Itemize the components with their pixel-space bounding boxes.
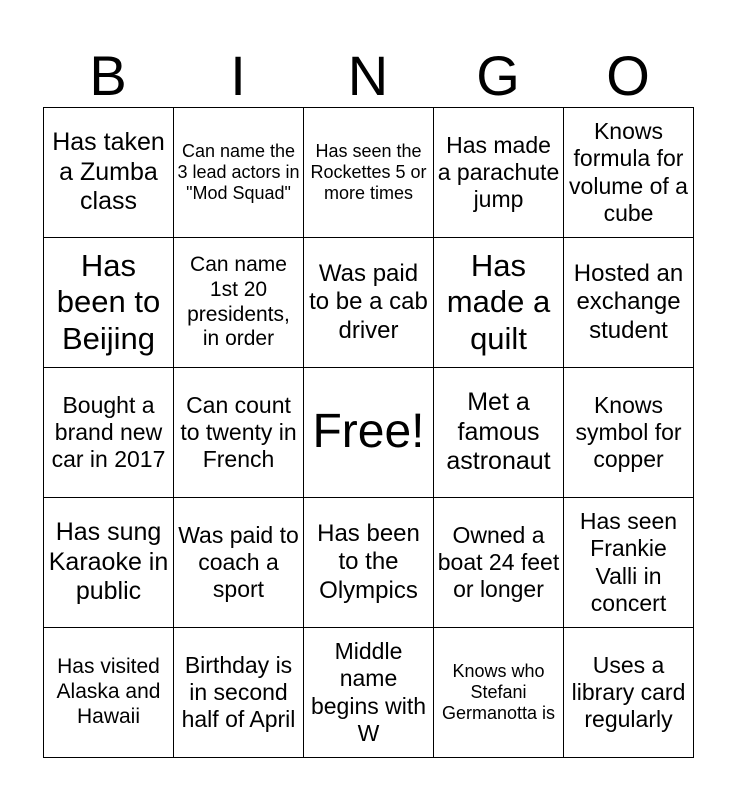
board-row: [44, 628, 694, 758]
header-letter-o: O: [606, 44, 650, 107]
bingo-cell: Has made a parachute jump: [434, 108, 564, 238]
bingo-cell: Has been to the Olympics: [304, 498, 434, 628]
bingo-board: [43, 107, 694, 758]
bingo-cell: Owned a boat 24 feet or longer: [434, 498, 564, 628]
header-letter-n: N: [347, 44, 389, 107]
bingo-cell: Knows formula for volume of a cube: [564, 108, 694, 238]
board-row: [44, 498, 694, 628]
board-row: [44, 238, 694, 368]
bingo-cell: Has visited Alaska and Hawaii: [44, 628, 174, 758]
bingo-cell: Has made a quilt: [434, 238, 564, 368]
bingo-cell: Has been to Beijing: [44, 238, 174, 368]
bingo-cell: Birthday is in second half of April: [174, 628, 304, 758]
bingo-cell: Can name the 3 lead actors in "Mod Squad": [174, 108, 304, 238]
bingo-cell: Knows who Stefani Germanotta is: [434, 628, 564, 758]
bingo-cell: Has taken a Zumba class: [44, 108, 174, 238]
board-row: [44, 368, 694, 498]
bingo-cell: Uses a library card regularly: [564, 628, 694, 758]
bingo-cell: Bought a brand new car in 2017: [44, 368, 174, 498]
board-row: [44, 108, 694, 238]
bingo-cell: Met a famous astronaut: [434, 368, 564, 498]
bingo-cell: Has seen Frankie Valli in concert: [564, 498, 694, 628]
free-space-cell: Free!: [304, 368, 434, 498]
header-letter-b: B: [89, 44, 127, 107]
bingo-cell: Can count to twenty in French: [174, 368, 304, 498]
bingo-cell: Has sung Karaoke in public: [44, 498, 174, 628]
header-letter-i: I: [230, 44, 246, 107]
bingo-cell: Middle name begins with W: [304, 628, 434, 758]
bingo-cell: Knows symbol for copper: [564, 368, 694, 498]
bingo-cell: Can name 1st 20 presidents, in order: [174, 238, 304, 368]
bingo-header: [43, 44, 693, 108]
bingo-cell: Was paid to be a cab driver: [304, 238, 434, 368]
bingo-cell: Hosted an exchange student: [564, 238, 694, 368]
bingo-cell: Has seen the Rockettes 5 or more times: [304, 108, 434, 238]
header-letter-g: G: [476, 44, 520, 107]
bingo-cell: Was paid to coach a sport: [174, 498, 304, 628]
